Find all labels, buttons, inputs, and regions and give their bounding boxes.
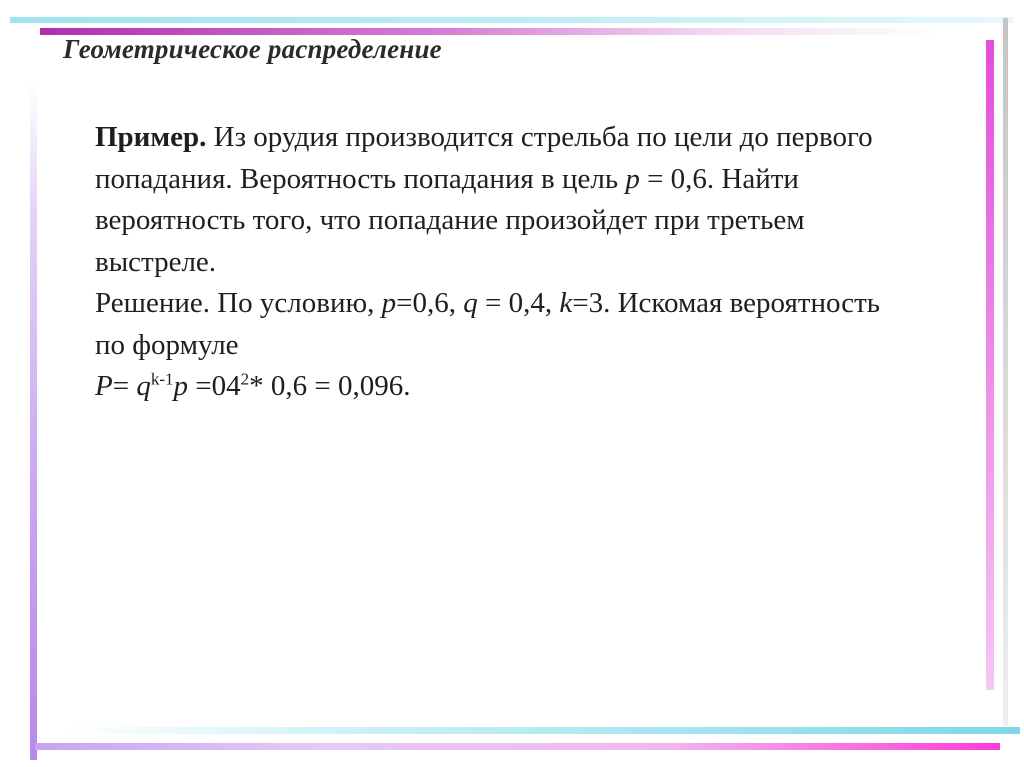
slide-body bbox=[95, 117, 915, 408]
formula-q: q bbox=[136, 370, 151, 402]
formula-rhs-1: =04 bbox=[188, 370, 241, 402]
problem-label: Пример. bbox=[95, 121, 207, 153]
solution-text-3: = 0,4, bbox=[477, 287, 560, 319]
top-cyan-bar bbox=[10, 17, 1014, 23]
formula-line bbox=[95, 366, 915, 408]
problem-paragraph bbox=[95, 117, 915, 283]
right-magenta-bar bbox=[986, 40, 994, 690]
left-lilac-bar bbox=[30, 80, 37, 760]
solution-text-1: Решение. По условию, bbox=[95, 287, 382, 319]
problem-var-p: p bbox=[625, 162, 640, 195]
bottom-magenta-bar bbox=[35, 743, 1000, 750]
formula-exponent: k-1 bbox=[150, 369, 174, 389]
solution-paragraph bbox=[95, 283, 915, 366]
solution-var-q: q bbox=[463, 287, 478, 319]
solution-text-2: =0,6, bbox=[396, 287, 464, 319]
formula-p: p bbox=[173, 370, 188, 402]
solution-var-k: k bbox=[559, 287, 573, 319]
formula-rhs-exponent: 2 bbox=[240, 369, 250, 389]
problem-text-2: = 0,6. Найти вероятность того, что попадание произойдет при третьем выстреле. bbox=[95, 162, 805, 278]
right-gray-bar bbox=[1003, 18, 1008, 726]
problem-text-1: Из орудия производится стрельба по цели до первого попадания. Вероятность попадания в цель bbox=[95, 121, 873, 195]
formula-eq: = bbox=[112, 370, 137, 402]
solution-text-4: =3. Искомая вероятность по формуле bbox=[95, 287, 880, 361]
bottom-cyan-bar bbox=[60, 727, 1020, 734]
formula-rhs-2: * 0,6 = 0,096. bbox=[249, 370, 411, 402]
formula-lhs: P bbox=[95, 370, 113, 402]
slide-title: Геометрическое распределение bbox=[63, 34, 442, 64]
solution-var-p: p bbox=[381, 287, 397, 319]
